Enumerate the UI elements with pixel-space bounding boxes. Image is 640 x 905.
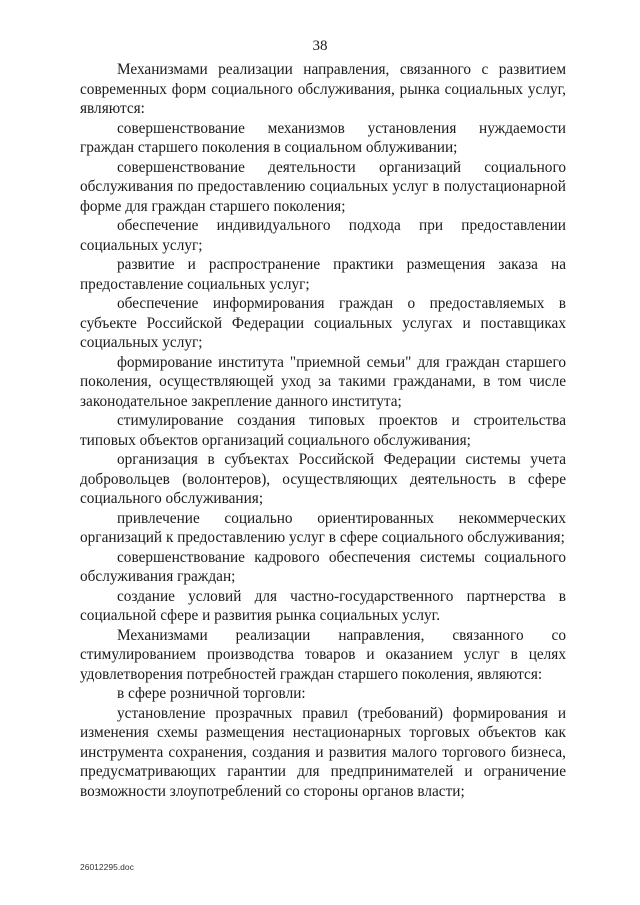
document-body [80, 60, 566, 801]
paragraph: обеспечение индивидуального подхода при предоставлении социальных услуг; [80, 217, 566, 254]
paragraph: формирование института "приемной семьи" для граждан старшего поколения, осуществляющей уход за такими гражданами, в том числе законодательное закрепление данного института; [80, 353, 566, 410]
page-number: 38 [312, 38, 328, 54]
paragraph: установление прозрачных правил (требований) формирования и изменения схемы размещения нестационарных торговых объектов как инструмента сохранения, создания и развития малого торгового бизнеса, предусматривающих гарантии для предпринимателей и ограничение возможности злоупотреблений со стороны органов власти; [80, 704, 566, 800]
paragraph: совершенствование деятельности организаций социального обслуживания по предоставлению социальных услуг в полустационарной форме для граждан старшего поколения; [80, 158, 566, 215]
file-name-footer: 26012295.doc [80, 862, 134, 872]
paragraph: обеспечение информирования граждан о предоставляемых в субъекте Российской Федерации социальных услугах и поставщиках социальных услуг; [80, 295, 566, 351]
paragraph: в сфере розничной торговли: [117, 685, 306, 702]
paragraph: совершенствование механизмов установления нуждаемости граждан старшего поколения в социальном облуживании; [80, 119, 566, 156]
paragraph: Механизмами реализации направления, связанного с развитием современных форм социального обслуживания, рынка социальных услуг, являются: [80, 61, 566, 117]
paragraph: Механизмами реализации направления, связанного со стимулированием производства товаров и оказанием услуг в целях удовлетворения потребностей граждан старшего поколения, являются: [80, 626, 566, 683]
paragraph: привлечение социально ориентированных некоммерческих организаций к предоставлению услуг в сфере социального обслуживания; [80, 509, 566, 546]
paragraph: совершенствование кадрового обеспечения системы социального обслуживания граждан; [80, 548, 566, 585]
paragraph: создание условий для частно-государственного партнерства в социальной сфере и развития рынка социальных услуг. [80, 587, 566, 624]
paragraph: стимулирование создания типовых проектов и строительства типовых объектов организаций социального обслуживания; [80, 412, 566, 449]
paragraph: организация в субъектах Российской Федерации системы учета добровольцев (волонтеров), осуществляющих деятельность в сфере социального обслуживания; [80, 451, 566, 507]
paragraph: развитие и распространение практики размещения заказа на предоставление социальных услуг; [80, 256, 566, 293]
